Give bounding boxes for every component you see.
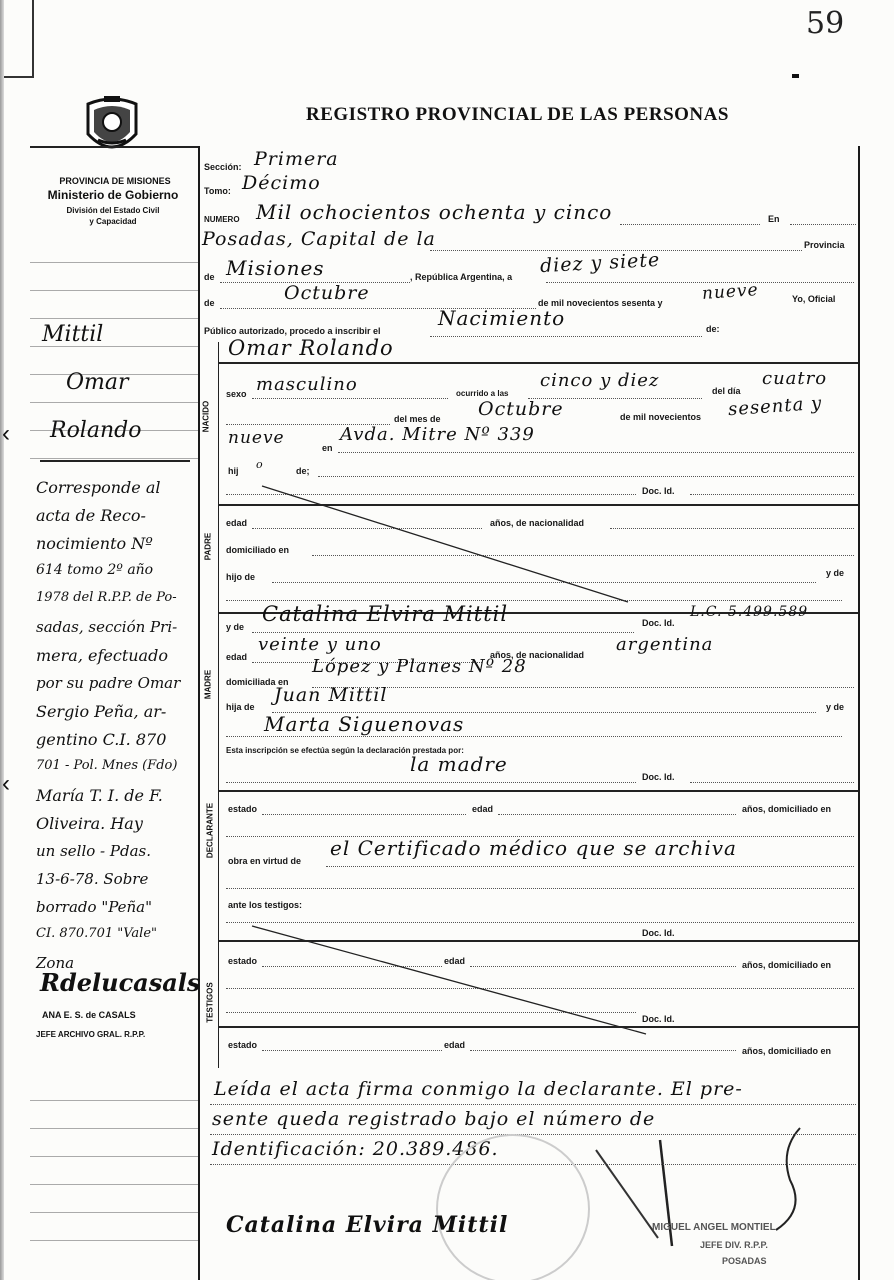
label-estado-testigo-1: estado: [228, 956, 258, 966]
margin-note: [36, 478, 196, 982]
label-y-de-abuela: y de: [826, 702, 845, 712]
label-edad-declarante: edad: [472, 804, 494, 814]
value-doc-madre: L.C. 5.499.589: [690, 604, 809, 620]
value-anio: nueve: [701, 280, 760, 304]
margin-note-line: gentino C.I. 870: [36, 730, 167, 749]
label-republica: , República Argentina, a: [410, 272, 513, 282]
round-stamp: [436, 1134, 590, 1280]
margin-note-line: Corresponde al: [36, 478, 161, 497]
label-y-de-padre: y de: [826, 568, 845, 578]
label-hij: hij: [228, 466, 239, 476]
label-anos-nac-madre: años, de nacionalidad: [490, 650, 585, 660]
margin-apellido: Mittil: [42, 322, 104, 347]
margin-note-line: CI. 870.701 "Vale": [36, 926, 157, 941]
label-declaracion: Esta inscripción se efectúa según la declaración prestada por:: [226, 746, 464, 755]
label-de-mes: de: [204, 298, 215, 308]
side-label-nacido: NACIDO: [201, 400, 211, 433]
value-dia-nac: cuatro: [762, 368, 828, 389]
margin-note-line: 614 tomo 2º año: [36, 562, 154, 578]
value-nombre: Omar Rolando: [228, 336, 394, 360]
label-yo-oficial: Yo, Oficial: [792, 294, 836, 304]
label-y-de-madre: y de: [226, 622, 245, 632]
margin-note-line: sadas, sección Pri-: [36, 618, 178, 636]
value-anio-nac-1: sesenta y: [727, 392, 823, 421]
label-doc-id-nacido: Doc. Id.: [642, 486, 675, 496]
value-anio-nac-2: nueve: [228, 428, 285, 448]
label-del-mes: del mes de: [394, 414, 441, 424]
value-acto: Nacimiento: [438, 306, 566, 330]
value-mes-nac: Octubre: [478, 398, 564, 420]
dots-close-1: [210, 1104, 856, 1105]
ministry-name: Ministerio de Gobierno: [47, 188, 179, 202]
division-name-2: y Capacidad: [89, 217, 137, 226]
margin-stamp-2: JEFE ARCHIVO GRAL. R.P.P.: [36, 1030, 146, 1039]
label-edad-padre: edad: [226, 518, 248, 528]
closing-line-2: sente queda registrado bajo el número de: [212, 1108, 656, 1130]
margin-stamp-1: ANA E. S. de CASALS: [42, 1010, 136, 1020]
side-label-testigos: TESTIGOS: [205, 982, 215, 1023]
label-del-dia: del día: [712, 386, 741, 396]
label-en: En: [768, 214, 780, 224]
margin-squiggle: [40, 460, 190, 462]
label-domiciliada-madre: domiciliada en: [226, 677, 289, 687]
margin-arrow-1: ‹: [2, 420, 10, 447]
value-abuelo: Juan Mittil: [274, 684, 388, 706]
margin-note-line: 1978 del R.P.P. de Po-: [36, 590, 177, 605]
label-ocurrido: ocurrido a las: [456, 389, 509, 398]
official-stamp-2: JEFE DIV. R.P.P.: [700, 1240, 768, 1250]
label-de-mil-nov: de mil novecientos: [620, 412, 702, 422]
margin-note-line: Oliveira. Hay: [36, 814, 143, 833]
margin-note-line: un sello - Pdas.: [36, 842, 151, 860]
province-name: PROVINCIA DE MISIONES: [59, 176, 171, 186]
label-estado-declarante: estado: [228, 804, 258, 814]
value-seccion: Primera: [254, 148, 339, 170]
margin-note-line: Zona: [36, 954, 75, 972]
value-sexo: masculino: [256, 374, 358, 395]
label-ante-testigos: ante los testigos:: [228, 900, 303, 910]
margin-note-line: Sergio Peña, ar-: [36, 702, 167, 721]
label-tomo: Tomo:: [204, 186, 231, 196]
margin-note-line: 13-6-78. Sobre: [36, 870, 149, 888]
value-hij: o: [256, 458, 264, 471]
margin-nombre-2: Rolando: [50, 418, 142, 443]
value-obra: el Certificado médico que se archiva: [330, 836, 737, 860]
value-domicilio: Avda. Mitre Nº 339: [340, 424, 535, 445]
value-declarante: la madre: [410, 752, 508, 776]
label-de-provincia: de: [204, 272, 215, 282]
label-publico: Público autorizado, procedo a inscribir el: [204, 326, 381, 336]
value-nac-madre: argentina: [616, 634, 714, 655]
value-provincia: Misiones: [226, 256, 325, 280]
label-hijo-de-padre: hijo de: [226, 572, 255, 582]
label-de-hij: de;: [296, 466, 310, 476]
label-edad-testigo-2: edad: [444, 1040, 466, 1050]
closing-line-1: Leída el acta firma conmigo la declarante. El pre-: [214, 1078, 743, 1100]
dots-close-2: [210, 1134, 856, 1135]
label-doc-id-declarante: Doc. Id.: [642, 772, 675, 782]
margin-note-line: María T. I. de F.: [36, 786, 163, 805]
margin-note-line: mera, efectuado: [36, 646, 168, 665]
margin-note-line: borrado "Peña": [36, 898, 153, 916]
margin-arrow-2: ‹: [2, 770, 10, 797]
margin-note-line: nocimiento Nº: [36, 534, 153, 553]
label-edad-testigo-1: edad: [444, 956, 466, 966]
page-title: REGISTRO PROVINCIAL DE LAS PERSONAS: [306, 104, 729, 125]
label-provincia: Provincia: [804, 240, 845, 250]
side-label-padre: PADRE: [203, 532, 213, 561]
label-anos-nac-padre: años, de nacionalidad: [490, 518, 585, 528]
label-doc-id-testigo-1: Doc. Id.: [642, 928, 675, 938]
label-domiciliado-padre: domiciliado en: [226, 545, 290, 555]
label-edad-madre: edad: [226, 652, 248, 662]
label-de-nombre: de:: [706, 324, 720, 334]
mother-signature: Catalina Elvira Mittil: [226, 1212, 509, 1238]
label-anos-dom-declarante: años, domiciliado en: [742, 804, 832, 814]
official-stamp-1: MIGUEL ANGEL MONTIEL: [652, 1222, 776, 1233]
label-anos-dom-testigo-2: años, domiciliado en: [742, 1046, 832, 1056]
official-stamp-3: POSADAS: [722, 1256, 767, 1266]
value-lugar: Posadas, Capital de la: [202, 228, 436, 250]
value-hora: cinco y diez: [540, 370, 660, 391]
value-numero: Mil ochocientos ochenta y cinco: [256, 200, 613, 224]
label-estado-testigo-2: estado: [228, 1040, 258, 1050]
closing-line-3: Identificación: 20.389.486.: [212, 1138, 499, 1160]
label-doc-id-madre: Doc. Id.: [642, 618, 675, 628]
value-edad-madre: veinte y uno: [258, 634, 382, 655]
label-obra: obra en virtud de: [228, 856, 302, 866]
value-dom-madre: López y Planes Nº 28: [312, 656, 527, 677]
label-mil-novecientos: de mil novecientos sesenta y: [538, 298, 663, 308]
margin-note-line: 701 - Pol. Mnes (Fdo): [36, 758, 178, 773]
label-en-domicilio: en: [322, 443, 333, 453]
division-name-1: División del Estado Civil: [66, 206, 160, 215]
side-label-madre: MADRE: [203, 669, 213, 700]
value-madre: Catalina Elvira Mittil: [262, 602, 509, 626]
label-doc-id-testigo-2: Doc. Id.: [642, 1014, 675, 1024]
page-number: 59: [806, 6, 845, 41]
margin-nombre-1: Omar: [66, 370, 129, 395]
label-sexo: sexo: [226, 389, 247, 399]
label-hija-de: hija de: [226, 702, 255, 712]
value-dia: diez y siete: [539, 248, 661, 278]
value-abuela: Marta Siguenovas: [264, 712, 465, 736]
margin-signature: Rdelucasals: [40, 968, 201, 997]
value-mes: Octubre: [284, 282, 370, 304]
label-anos-dom-testigo-1: años, domiciliado en: [742, 960, 832, 970]
value-tomo: Décimo: [242, 172, 321, 194]
label-numero: NUMERO: [204, 215, 240, 224]
label-seccion: Sección:: [204, 162, 242, 172]
side-label-declarante: DECLARANTE: [205, 802, 215, 859]
margin-note-line: por su padre Omar: [36, 674, 181, 692]
margin-note-line: acta de Reco-: [36, 506, 146, 525]
